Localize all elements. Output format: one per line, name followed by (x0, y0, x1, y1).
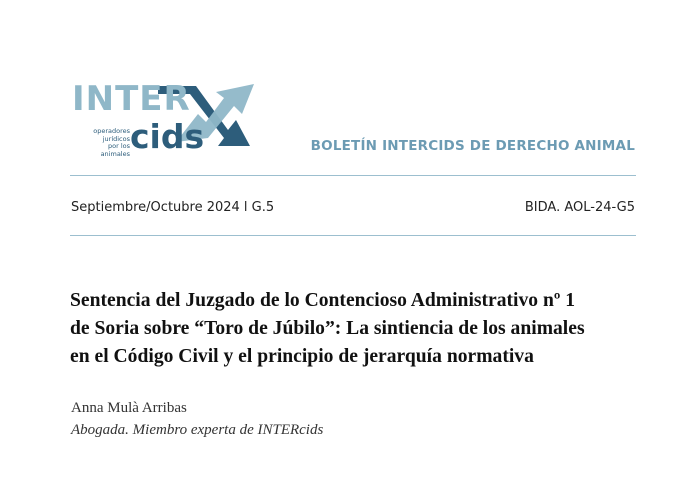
article-title-line: Sentencia del Juzgado de lo Contencioso Administrativo nº 1 (70, 290, 576, 311)
article-title (70, 287, 670, 371)
divider-top (70, 175, 636, 176)
article-title-line: de Soria sobre “Toro de Júbilo”: La sintiencia de los animales (70, 318, 585, 339)
logo-cids-text: cids (130, 117, 205, 156)
logo-tagline: operadores jurídicos por los animales (93, 127, 130, 158)
author-role: Abogada. Miembro experta de INTERcids (71, 422, 324, 438)
bulletin-title: BOLETÍN INTERCIDS DE DERECHO ANIMAL (310, 138, 635, 154)
reference-code: BIDA. AOL-24-G5 (524, 200, 635, 215)
article-title-line: en el Código Civil y el principio de jerarquía normativa (70, 346, 534, 367)
intercids-logo (70, 78, 270, 158)
author-name: Anna Mulà Arribas (71, 400, 187, 416)
logo-inter-text: INTER (72, 79, 191, 119)
issue-date: Septiembre/Octubre 2024 l G.5 (71, 200, 275, 215)
divider-bottom (70, 235, 636, 236)
